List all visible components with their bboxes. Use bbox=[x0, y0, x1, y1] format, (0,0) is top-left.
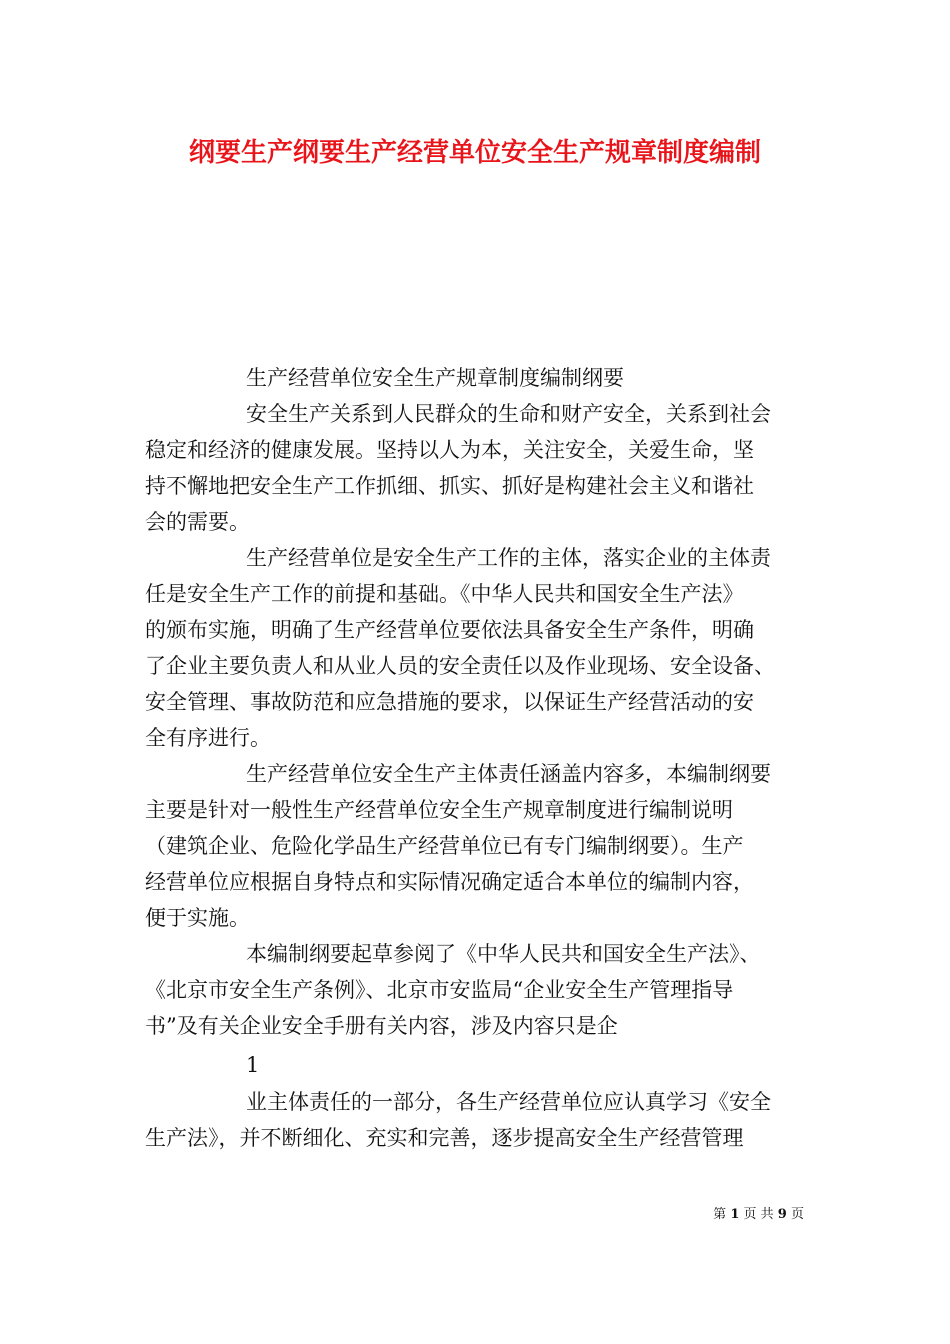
document-title: 纲要生产纲要生产经营单位安全生产规章制度编制 bbox=[188, 138, 761, 168]
body-line: 《北京市安全生产条例》、北京市安监局“企业安全生产管理指导 bbox=[145, 978, 734, 1002]
body-line: 生产经营单位是安全生产工作的主体，落实企业的主体责 bbox=[246, 546, 771, 570]
footer-total-pages: 9 bbox=[777, 1207, 787, 1222]
body-line: 了企业主要负责人和从业人员的安全责任以及作业现场、安全设备、 bbox=[145, 654, 775, 678]
body-line: 便于实施。 bbox=[145, 906, 250, 930]
footer-current-page: 1 bbox=[730, 1207, 740, 1222]
body-line: 业主体责任的一部分，各生产经营单位应认真学习《安全 bbox=[246, 1090, 771, 1114]
body-line: 生产经营单位安全生产规章制度编制纲要 bbox=[246, 366, 624, 390]
body-line: 稳定和经济的健康发展。坚持以人为本，关注安全，关爱生命，坚 bbox=[145, 438, 754, 462]
body-line: 本编制纲要起草参阅了《中华人民共和国安全生产法》、 bbox=[246, 942, 761, 966]
body-line: 全有序进行。 bbox=[145, 726, 271, 750]
body-line: 任是安全生产工作的前提和基础。《中华人民共和国安全生产法》 bbox=[145, 582, 744, 606]
body-line: 的颁布实施，明确了生产经营单位要依法具备安全生产条件，明确 bbox=[145, 618, 754, 642]
body-line: 生产经营单位安全生产主体责任涵盖内容多，本编制纲要 bbox=[246, 762, 771, 786]
body-line: （建筑企业、危险化学品生产经营单位已有专门编制纲要）。生产 bbox=[145, 834, 744, 858]
body-line: 主要是针对一般性生产经营单位安全生产规章制度进行编制说明 bbox=[145, 798, 733, 822]
body-line: 经营单位应根据自身特点和实际情况确定适合本单位的编制内容， bbox=[145, 870, 754, 894]
page-footer bbox=[713, 1203, 804, 1222]
body-line: 生产法》，并不断细化、充实和完善，逐步提高安全生产经营管理 bbox=[145, 1126, 744, 1150]
body-line: 安全生产关系到人民群众的生命和财产安全，关系到社会 bbox=[246, 402, 771, 426]
body-line: 安全管理、事故防范和应急措施的要求，以保证生产经营活动的安 bbox=[145, 690, 754, 714]
body-line: 书”及有关企业安全手册有关内容，涉及内容只是企 bbox=[145, 1014, 618, 1038]
body-line: 持不懈地把安全生产工作抓细、抓实、抓好是构建社会主义和谐社 bbox=[145, 474, 754, 498]
footer-middle: 页 共 bbox=[743, 1207, 774, 1222]
inline-page-number: 1 bbox=[246, 1053, 260, 1077]
footer-suffix: 页 bbox=[790, 1207, 804, 1222]
body-line: 会的需要。 bbox=[145, 510, 250, 534]
footer-prefix: 第 bbox=[713, 1207, 727, 1222]
